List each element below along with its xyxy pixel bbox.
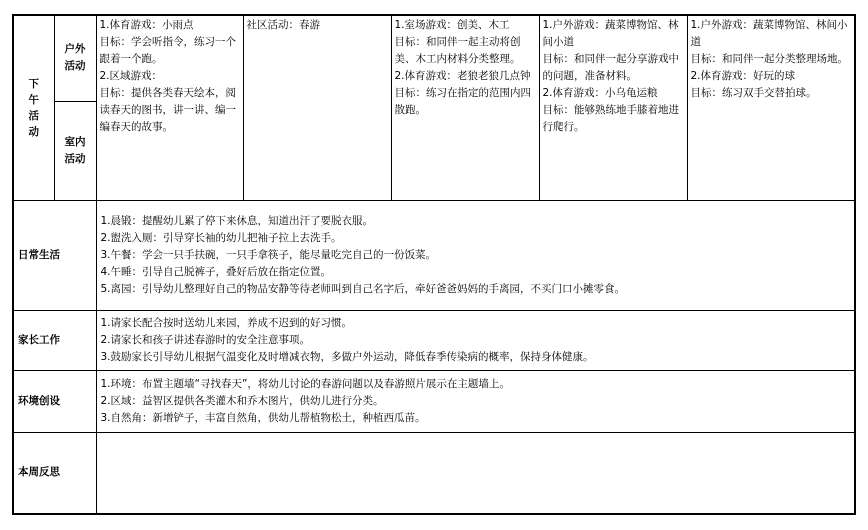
day3-line: 目标：练习在指定的范围内四散跑。	[394, 87, 531, 116]
day5-line: 2.体育游戏：好玩的球	[690, 70, 796, 82]
day5-line: 目标：练习双手交替拍球。	[690, 87, 817, 99]
afternoon-day4-cell	[539, 15, 687, 200]
day4-line: 目标：能够熟练地手膝着地进行爬行。	[542, 104, 679, 133]
weekly-plan-table	[12, 14, 856, 515]
environment-item: 1.环境：布置主题墙“寻找春天”，将幼儿讨论的春游问题以及春游照片展示在主题墙上。	[100, 377, 510, 390]
environment-item: 3.自然角：新增铲子，丰富自然角，供幼儿帮植物松土，种植西瓜苗。	[100, 411, 426, 424]
day4-line: 1.户外游戏：蔬菜博物馆、林间小道	[542, 19, 679, 48]
environment-content	[96, 370, 855, 432]
reflection-content[interactable]	[96, 432, 855, 514]
parent-work-label: 家长工作	[13, 310, 96, 370]
indoor-label-line: 活动	[64, 152, 86, 165]
daily-life-content	[96, 200, 855, 310]
day3-line: 1.室场游戏：创美、木工	[394, 19, 510, 31]
parent-work-item: 2.请家长和孩子讲述春游时的安全注意事项。	[100, 333, 311, 346]
daily-life-label: 日常生活	[13, 200, 96, 310]
day1-line: 目标：学会听指令，练习一个跟着一个跑。	[99, 36, 236, 65]
afternoon-day5-cell	[687, 15, 855, 200]
afternoon-label-char: 午	[28, 93, 39, 106]
afternoon-activity-label	[13, 15, 54, 200]
afternoon-outdoor-row	[13, 15, 855, 101]
day4-line: 2.体育游戏：小乌龟运粮	[542, 87, 658, 99]
daily-life-item: 2.盥洗入厕：引导穿长袖的幼儿把袖子拉上去洗手。	[100, 231, 342, 244]
daily-life-item: 3.午餐：学会一只手扶碗，一只手拿筷子，能尽量吃完自己的一份饭菜。	[100, 248, 437, 261]
day1-line: 1.体育游戏：小雨点	[99, 19, 194, 31]
outdoor-activity-label	[54, 15, 96, 101]
afternoon-label-char: 动	[28, 125, 39, 138]
parent-work-row	[13, 310, 855, 370]
indoor-activity-label	[54, 101, 96, 200]
outdoor-label-line: 户外	[64, 43, 86, 56]
parent-work-content	[96, 310, 855, 370]
afternoon-day1-cell	[96, 15, 243, 200]
afternoon-label-char: 活	[28, 109, 39, 122]
day3-line: 2.体育游戏：老狼老狼几点钟	[394, 70, 531, 82]
day3-line: 目标：和同伴一起主动将创美、木工内材料分类整理。	[394, 36, 521, 65]
day5-line: 目标：和同伴一起分类整理场地。	[690, 53, 848, 65]
daily-life-item: 5.离园：引导幼儿整理好自己的物品安静等待老师叫到自己名字后，牵好爸爸妈妈的手离园，不买门口小摊零食。	[100, 282, 626, 295]
day1-line: 2.区域游戏：	[99, 70, 163, 82]
daily-life-item: 1.晨锻：提醒幼儿累了停下来休息，知道出汗了要脱衣服。	[100, 214, 374, 227]
environment-item: 2.区域：益智区提供各类灌木和乔木图片，供幼儿进行分类。	[100, 394, 384, 407]
reflection-label: 本周反思	[13, 432, 96, 514]
daily-life-item: 4.午睡：引导自己脱裤子，叠好后放在指定位置。	[100, 265, 332, 278]
afternoon-label-char: 下	[28, 77, 39, 90]
parent-work-item: 1.请家长配合按时送幼儿来园，养成不迟到的好习惯。	[100, 316, 353, 329]
day1-line: 目标：提供各类春天绘本，阅读春天的图书，讲一讲、编一编春天的故事。	[99, 87, 236, 133]
environment-label: 环境创设	[13, 370, 96, 432]
daily-life-row	[13, 200, 855, 310]
environment-row	[13, 370, 855, 432]
afternoon-day3-cell	[391, 15, 539, 200]
day4-line: 目标：和同伴一起分享游戏中的问题，准备材料。	[542, 53, 679, 82]
afternoon-day2-cell	[243, 15, 391, 200]
indoor-label-line: 室内	[64, 135, 86, 148]
outdoor-label-line: 活动	[64, 60, 86, 73]
day5-line: 1.户外游戏：蔬菜博物馆、林间小道	[690, 19, 848, 48]
parent-work-item: 3.鼓励家长引导幼儿根据气温变化及时增减衣物，多做户外运动，降低春季传染病的概率，保持身体健康。	[100, 350, 594, 363]
reflection-row	[13, 432, 855, 514]
day2-line: 社区活动：春游	[246, 19, 320, 31]
